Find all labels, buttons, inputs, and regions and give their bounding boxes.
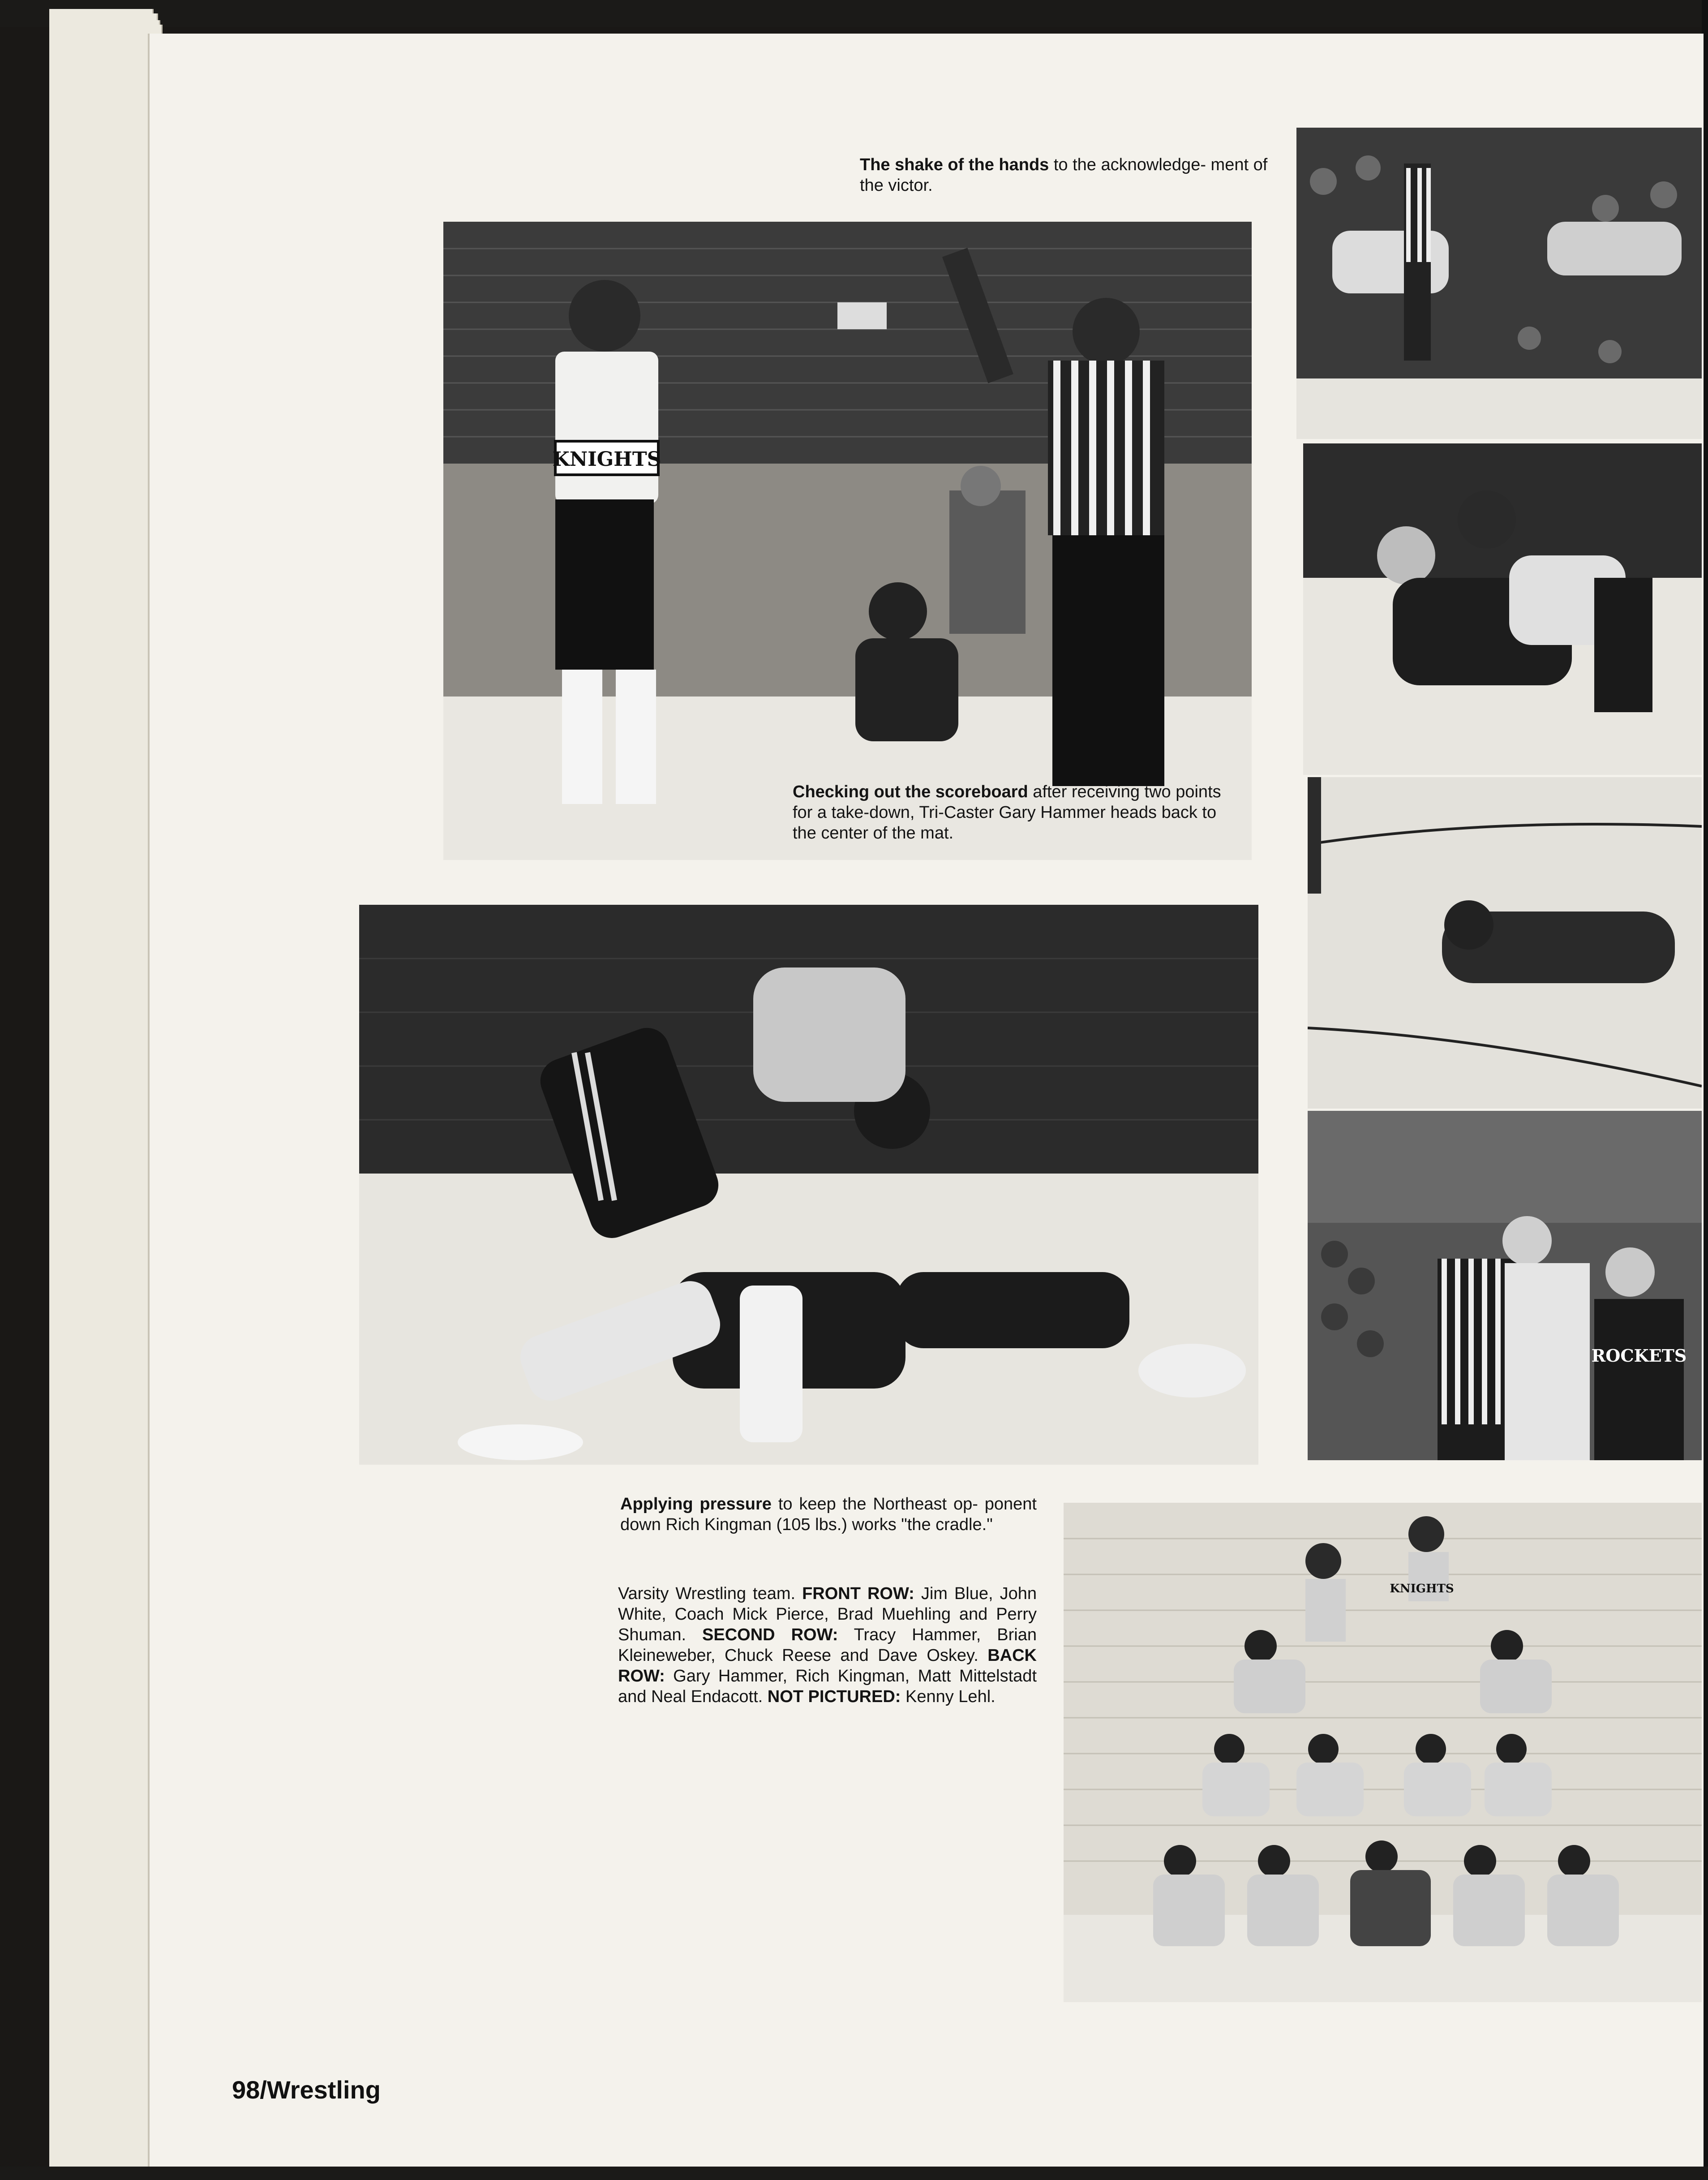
photo-handshake (1296, 128, 1702, 439)
second-row-names: Tracy Hammer, Brian Kleineweber, Chuck Reese and Dave Oskey. (618, 1625, 1037, 1665)
binder-bottom (0, 2167, 1708, 2180)
caption-handshake-lead: The shake of the hands (860, 155, 1049, 174)
page-folio: 98/Wrestling (232, 2076, 381, 2104)
photo-scoreboard (443, 222, 1252, 860)
caption-scoreboard (793, 782, 1240, 843)
photo-right-2 (1303, 443, 1702, 775)
photo-team (1064, 1503, 1702, 2002)
binder-top (0, 0, 1708, 27)
second-row-label: SECOND ROW: (702, 1625, 838, 1644)
photo-right-4 (1308, 1111, 1702, 1460)
caption-scoreboard-text: after receiving two points for a take-down, Tri-Caster Gary Hammer heads back to the center of the mat. (793, 783, 1221, 843)
not-pictured-label: NOT PICTURED: (767, 1687, 901, 1706)
caption-handshake (860, 155, 1279, 196)
caption-pressure-lead: Applying pressure (620, 1495, 772, 1514)
front-row-names: Jim Blue, John White, Coach Mick Pierce, Brad Muehling and Perry Shuman. (618, 1584, 1037, 1644)
rockets-singlet-text: ROCKETS (1591, 1346, 1687, 1366)
caption-handshake-text: to the acknowledge- ment of the victor. (860, 155, 1268, 195)
pyramid-singlet-text: KNIGHTS (1390, 1582, 1454, 1595)
knights-singlet-text: KNIGHTS (552, 448, 661, 471)
caption-team (618, 1583, 1037, 1707)
photo-right-3 (1308, 777, 1702, 1109)
caption-scoreboard-lead: Checking out the scoreboard (793, 783, 1028, 801)
photo-cradle (359, 905, 1258, 1465)
caption-pressure-text: to keep the Northeast op- ponent down Rich Kingman (105 lbs.) works "the cradle." (620, 1495, 1037, 1534)
not-pictured-names: Kenny Lehl. (901, 1687, 996, 1706)
back-row-names: Gary Hammer, Rich Kingman, Matt Mittelstadt and Neal Endacott. (618, 1667, 1037, 1706)
front-row-label: FRONT ROW: (802, 1584, 914, 1603)
team-intro: Varsity Wrestling team. (618, 1584, 803, 1603)
caption-pressure (620, 1494, 1037, 1535)
back-row-label: BACK ROW: (618, 1646, 1037, 1686)
